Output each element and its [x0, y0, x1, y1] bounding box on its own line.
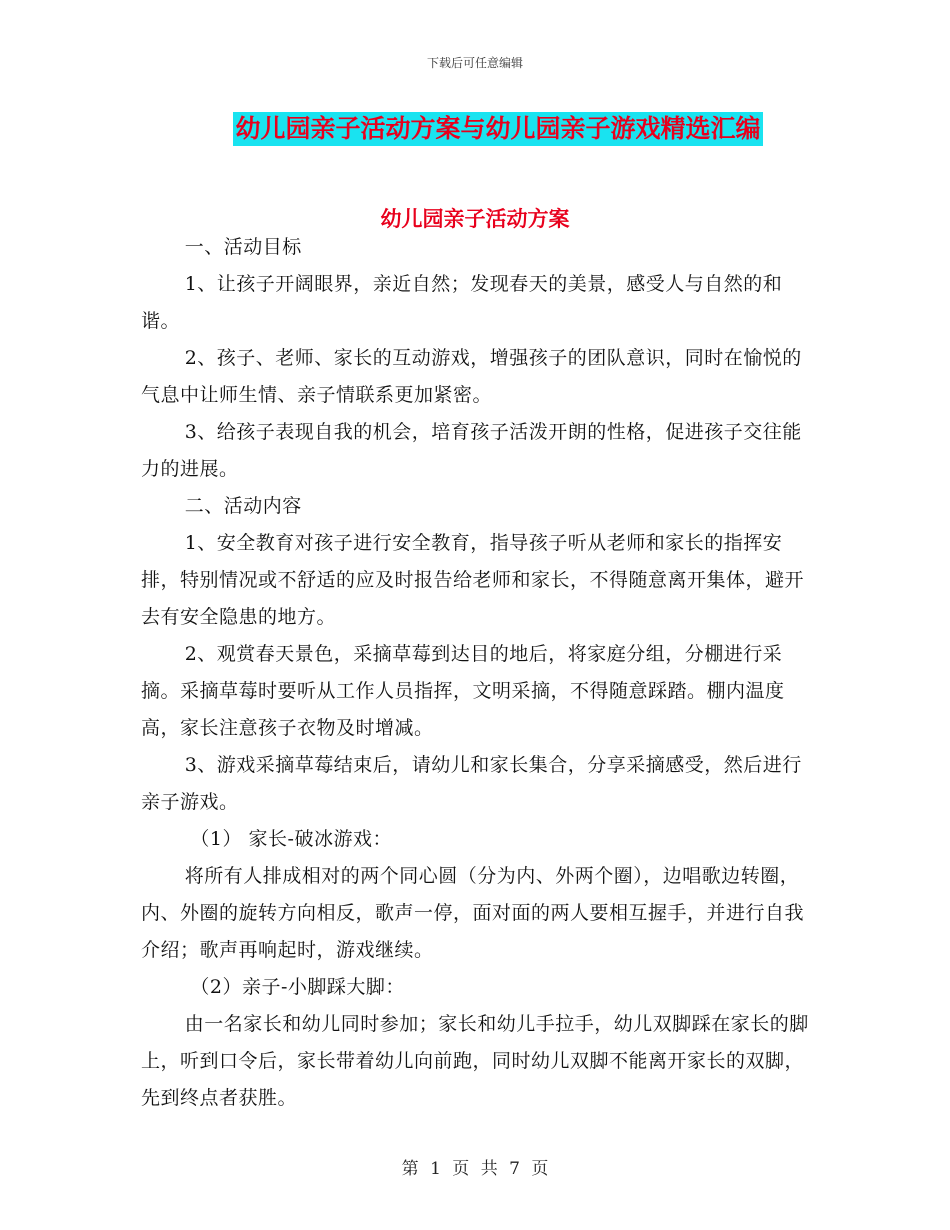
main-title: 幼儿园亲子活动方案与幼儿园亲子游戏精选汇编: [233, 112, 762, 146]
main-title-wrap: [0, 112, 950, 146]
subheading-game-1: （1） 家长-破冰游戏：: [190, 828, 392, 850]
paragraph: 3、游戏采摘草莓结束后，请幼儿和家长集合，分享采摘感受，然后进行亲子游戏。: [141, 754, 802, 813]
page-footer: 第 1 页 共 7 页: [401, 1159, 549, 1179]
subheading-game-2: （2）亲子-小脚踩大脚：: [190, 976, 405, 998]
heading-content: 二、活动内容: [184, 495, 302, 517]
paragraph: 2、观赏春天景色，采摘草莓到达目的地后，将家庭分组，分棚进行采摘。采摘草莓时要听从工作人员指挥，文明采摘，不得随意踩踏。棚内温度高，家长注意孩子衣物及时增减。: [141, 643, 785, 739]
paragraph: 1、安全教育对孩子进行安全教育，指导孩子听从老师和家长的指挥安排，特别情况或不舒适的应及时报告给老师和家长，不得随意离开集体，避开去有安全隐患的地方。: [141, 532, 805, 628]
paragraph: 3、给孩子表现自我的机会，培育孩子活泼开朗的性格，促进孩子交往能力的进展。: [141, 421, 802, 480]
paragraph: 2、孩子、老师、家长的互动游戏，增强孩子的团队意识，同时在愉悦的气息中让师生情、亲子情联系更加紧密。: [141, 347, 802, 406]
document-body: [141, 229, 809, 1117]
paragraph: 将所有人排成相对的两个同心圆（分为内、外两个圈），边唱歌边转圈，内、外圈的旋转方向相反，歌声一停，面对面的两人要相互握手，并进行自我介绍；歌声再响起时，游戏继续。: [141, 865, 805, 961]
paragraph: 由一名家长和幼儿同时参加；家长和幼儿手拉手，幼儿双脚踩在家长的脚上，听到口令后，家长带着幼儿向前跑，同时幼儿双脚不能离开家长的双脚，先到终点者获胜。: [141, 1013, 809, 1109]
section-title: 幼儿园亲子活动方案: [380, 207, 570, 231]
heading-goals: 一、活动目标: [184, 236, 302, 258]
paragraph: 1、让孩子开阔眼界，亲近自然；发现春天的美景，感受人与自然的和谐。: [141, 273, 783, 332]
header-note: 下载后可任意编辑: [426, 56, 523, 70]
